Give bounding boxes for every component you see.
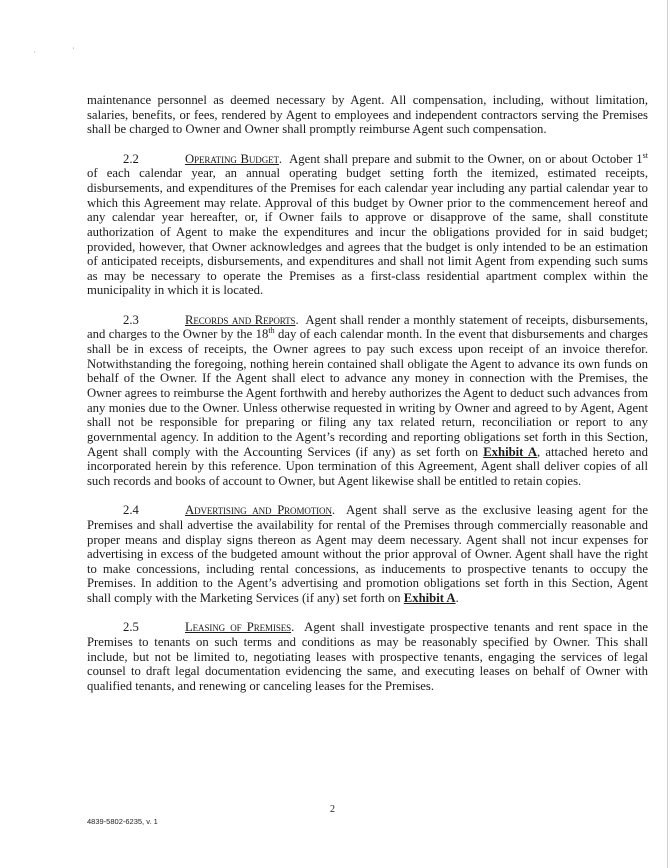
page-number: 2 <box>330 804 335 815</box>
section-text: . <box>455 591 459 606</box>
intro-paragraph: maintenance personnel as deemed necessary by Agent. All compensation, including, without limitation, salaries, benefits, or fees, rendered by Agent to employees and independent contractors serving the Premises shall be charged to Owner and Owner shall promptly reimburse Agent such compensation. <box>87 93 648 137</box>
section-text: Agent shall prepare and submit to the Owner, on or about October 1 <box>289 151 643 166</box>
section-number: 2.4 <box>123 503 139 518</box>
exhibit-a-reference: Exhibit A <box>483 444 538 459</box>
section-2-3: 2.3 Records and Reports. Agent shall render a monthly statement of receipts, disbursements, and charges to the Owner by the 18th day of each calendar month. In the event that disbursements and charges shall be in excess of receipts, the Owner agrees to pay such excess upon receipt of an invoice therefor. Notwithstanding the foregoing, nothing herein contained shall obligate the Agent to advance its own funds on behalf of the Owner. If the Agent shall elect to advance any money in connection with the Premises, the Owner agrees to reimburse the Agent forthwith and hereby authorizes the Agent to deduct such advances from any monies due to the Owner. Unless otherwise requested in writing by Owner and agreed to by Agent, Agent shall not be responsible for preparing or filing any tax related return, reconciliation or report to any governmental agency. In addition to the Agent’s recording and reporting obligations set forth in this Section, Agent shall comply with the Accounting Services (if any) as set forth on Exhibit A, attached hereto and incorporated herein by this reference. Upon termination of this Agreement, Agent shall deliver copies of all such records and books of account to Owner, but Agent likewise shall be entitled to retain copies. <box>87 312 649 488</box>
section-number: 2.2 <box>123 151 139 166</box>
page-edge-divider <box>667 0 668 868</box>
document-body <box>87 93 648 708</box>
section-text: Agent shall render a monthly statement of receipts, disbursements, and charges to the Owner by the 18 <box>87 312 649 342</box>
section-2-5: 2.5 Leasing of Premises. Agent shall investigate prospective tenants and rent space in the Premises to tenants on such terms and conditions as may be reasonably specified by Owner. This shall include, but not be limited to, negotiating leases with prospective tenants, engaging the services of legal counsel to draft legal documentation evidencing the same, and executing leases on behalf of Owner with qualified tenants, and renewing or canceling leases for the Premises. <box>87 620 648 693</box>
section-2-2: 2.2 Operating Budget. Agent shall prepare and submit to the Owner, on or about October 1st of each calendar year, an annual operating budget setting forth the itemized, estimated receipts, disbursements, and expenditures of the Premises for each calendar year including any partial calendar year to which this Agreement may relate. Approval of this budget by Owner prior to the commencement hereof and any calendar year hereafter, or, if Owner fails to approve or disapprove of the same, shall constitute authorization of Agent to make the expenditures and incur the obligations provided for in said budget; provided, however, that Owner acknowledges and agrees that the budget is only intended to be an estimation of anticipated receipts, disbursements, and expenditures and shall not limit Agent from expending such sums as may be necessary to operate the Premises as a first-class residential apartment complex within the municipality in which it is located. <box>87 150 648 298</box>
section-title: Advertising and Promotion <box>185 503 332 518</box>
section-number: 2.3 <box>123 312 139 327</box>
exhibit-a-reference: Exhibit A <box>403 591 456 606</box>
section-number: 2.5 <box>123 620 139 635</box>
section-title: Records and Reports <box>185 312 296 327</box>
section-text: of each calendar year, an annual operating budget setting forth the itemized, estimated receipts, disbursements, and expenditures of the Premises for each calendar year including any partial calendar year to which this Agreement may relate. Approval of this budget by Owner prior to the commencement hereof and any calendar year hereafter, or, if Owner fails to approve or disapprove of the same, shall constitute authorization of Agent to make the expenditures and incur the obligations provided for in said budget; provided, however, that Owner acknowledges and agrees that the budget is only intended to be an estimation of anticipated receipts, disbursements, and expenditures and shall not limit Agent from expending such sums as may be necessary to operate the Premises as a first-class residential apartment complex within the municipality in which it is located. <box>87 166 648 298</box>
section-title: Leasing of Premises <box>185 620 292 635</box>
section-text: Agent shall investigate prospective tenants and rent space in the Premises to tenants on such terms and conditions as may be reasonably specified by Owner. This shall include, but not be limited to, negotiating leases with prospective tenants, engaging the services of legal counsel to draft legal documentation evidencing the same, and executing leases on behalf of Owner with qualified tenants, and renewing or canceling leases for the Premises. <box>87 620 648 693</box>
section-title: Operating Budget <box>185 151 279 166</box>
scan-mark: ' <box>73 48 75 54</box>
ordinal-suffix: st <box>642 150 648 160</box>
document-id: 4839-5802-6235, v. 1 <box>87 817 158 826</box>
ordinal-suffix: th <box>268 326 275 336</box>
scan-mark: , <box>34 48 36 54</box>
section-text: day of each calendar month. In the event that disbursements and charges shall be in excess of receipts, the Owner agrees to pay such excess upon receipt of an invoice therefor. Notwithstanding the foregoing, nothing herein contained shall obligate the Agent to advance its own funds on behalf of the Owner. If the Agent shall elect to advance any money in connection with the Premises, the Owner agrees to reimburse the Agent forthwith and hereby authorizes the Agent to deduct such advances from any monies due to the Owner. Unless otherwise requested in writing by Owner and agreed to by Agent, Agent shall not be responsible for preparing or filing any tax related return, reconciliation or report to any governmental agency. In addition to the Agent’s recording and reporting obligations set forth in this Section, Agent shall comply with the Accounting Services (if any) as set forth on <box>87 327 648 459</box>
section-text: Agent shall serve as the exclusive leasing agent for the Premises and shall advertise the availability for rental of the Premises through commercially reasonable and proper means and display signs thereon as Agent may deem necessary. Agent shall not incur expenses for advertising in excess of the budgeted amount without the prior approval of Owner. Agent shall have the right to make concessions, including rental concessions, as inducements to prospective tenants to occupy the Premises. In addition to the Agent’s advertising and promotion obligations set forth in this Section, Agent shall comply with the Marketing Services (if any) set forth on <box>87 503 648 606</box>
section-text: , attached hereto and incorporated herein by this reference. Upon termination of this Agreement, Agent shall deliver copies of all such records and books of account to Owner, but Agent likewise shall be entitled to retain copies. <box>87 444 648 488</box>
section-2-4: 2.4 Advertising and Promotion. Agent shall serve as the exclusive leasing agent for the Premises and shall advertise the availability for rental of the Premises through commercially reasonable and proper means and display signs thereon as Agent may deem necessary. Agent shall not incur expenses for advertising in excess of the budgeted amount without the prior approval of Owner. Agent shall have the right to make concessions, including rental concessions, as inducements to prospective tenants to occupy the Premises. In addition to the Agent’s advertising and promotion obligations set forth in this Section, Agent shall comply with the Marketing Services (if any) set forth on Exhibit A. <box>87 503 648 606</box>
